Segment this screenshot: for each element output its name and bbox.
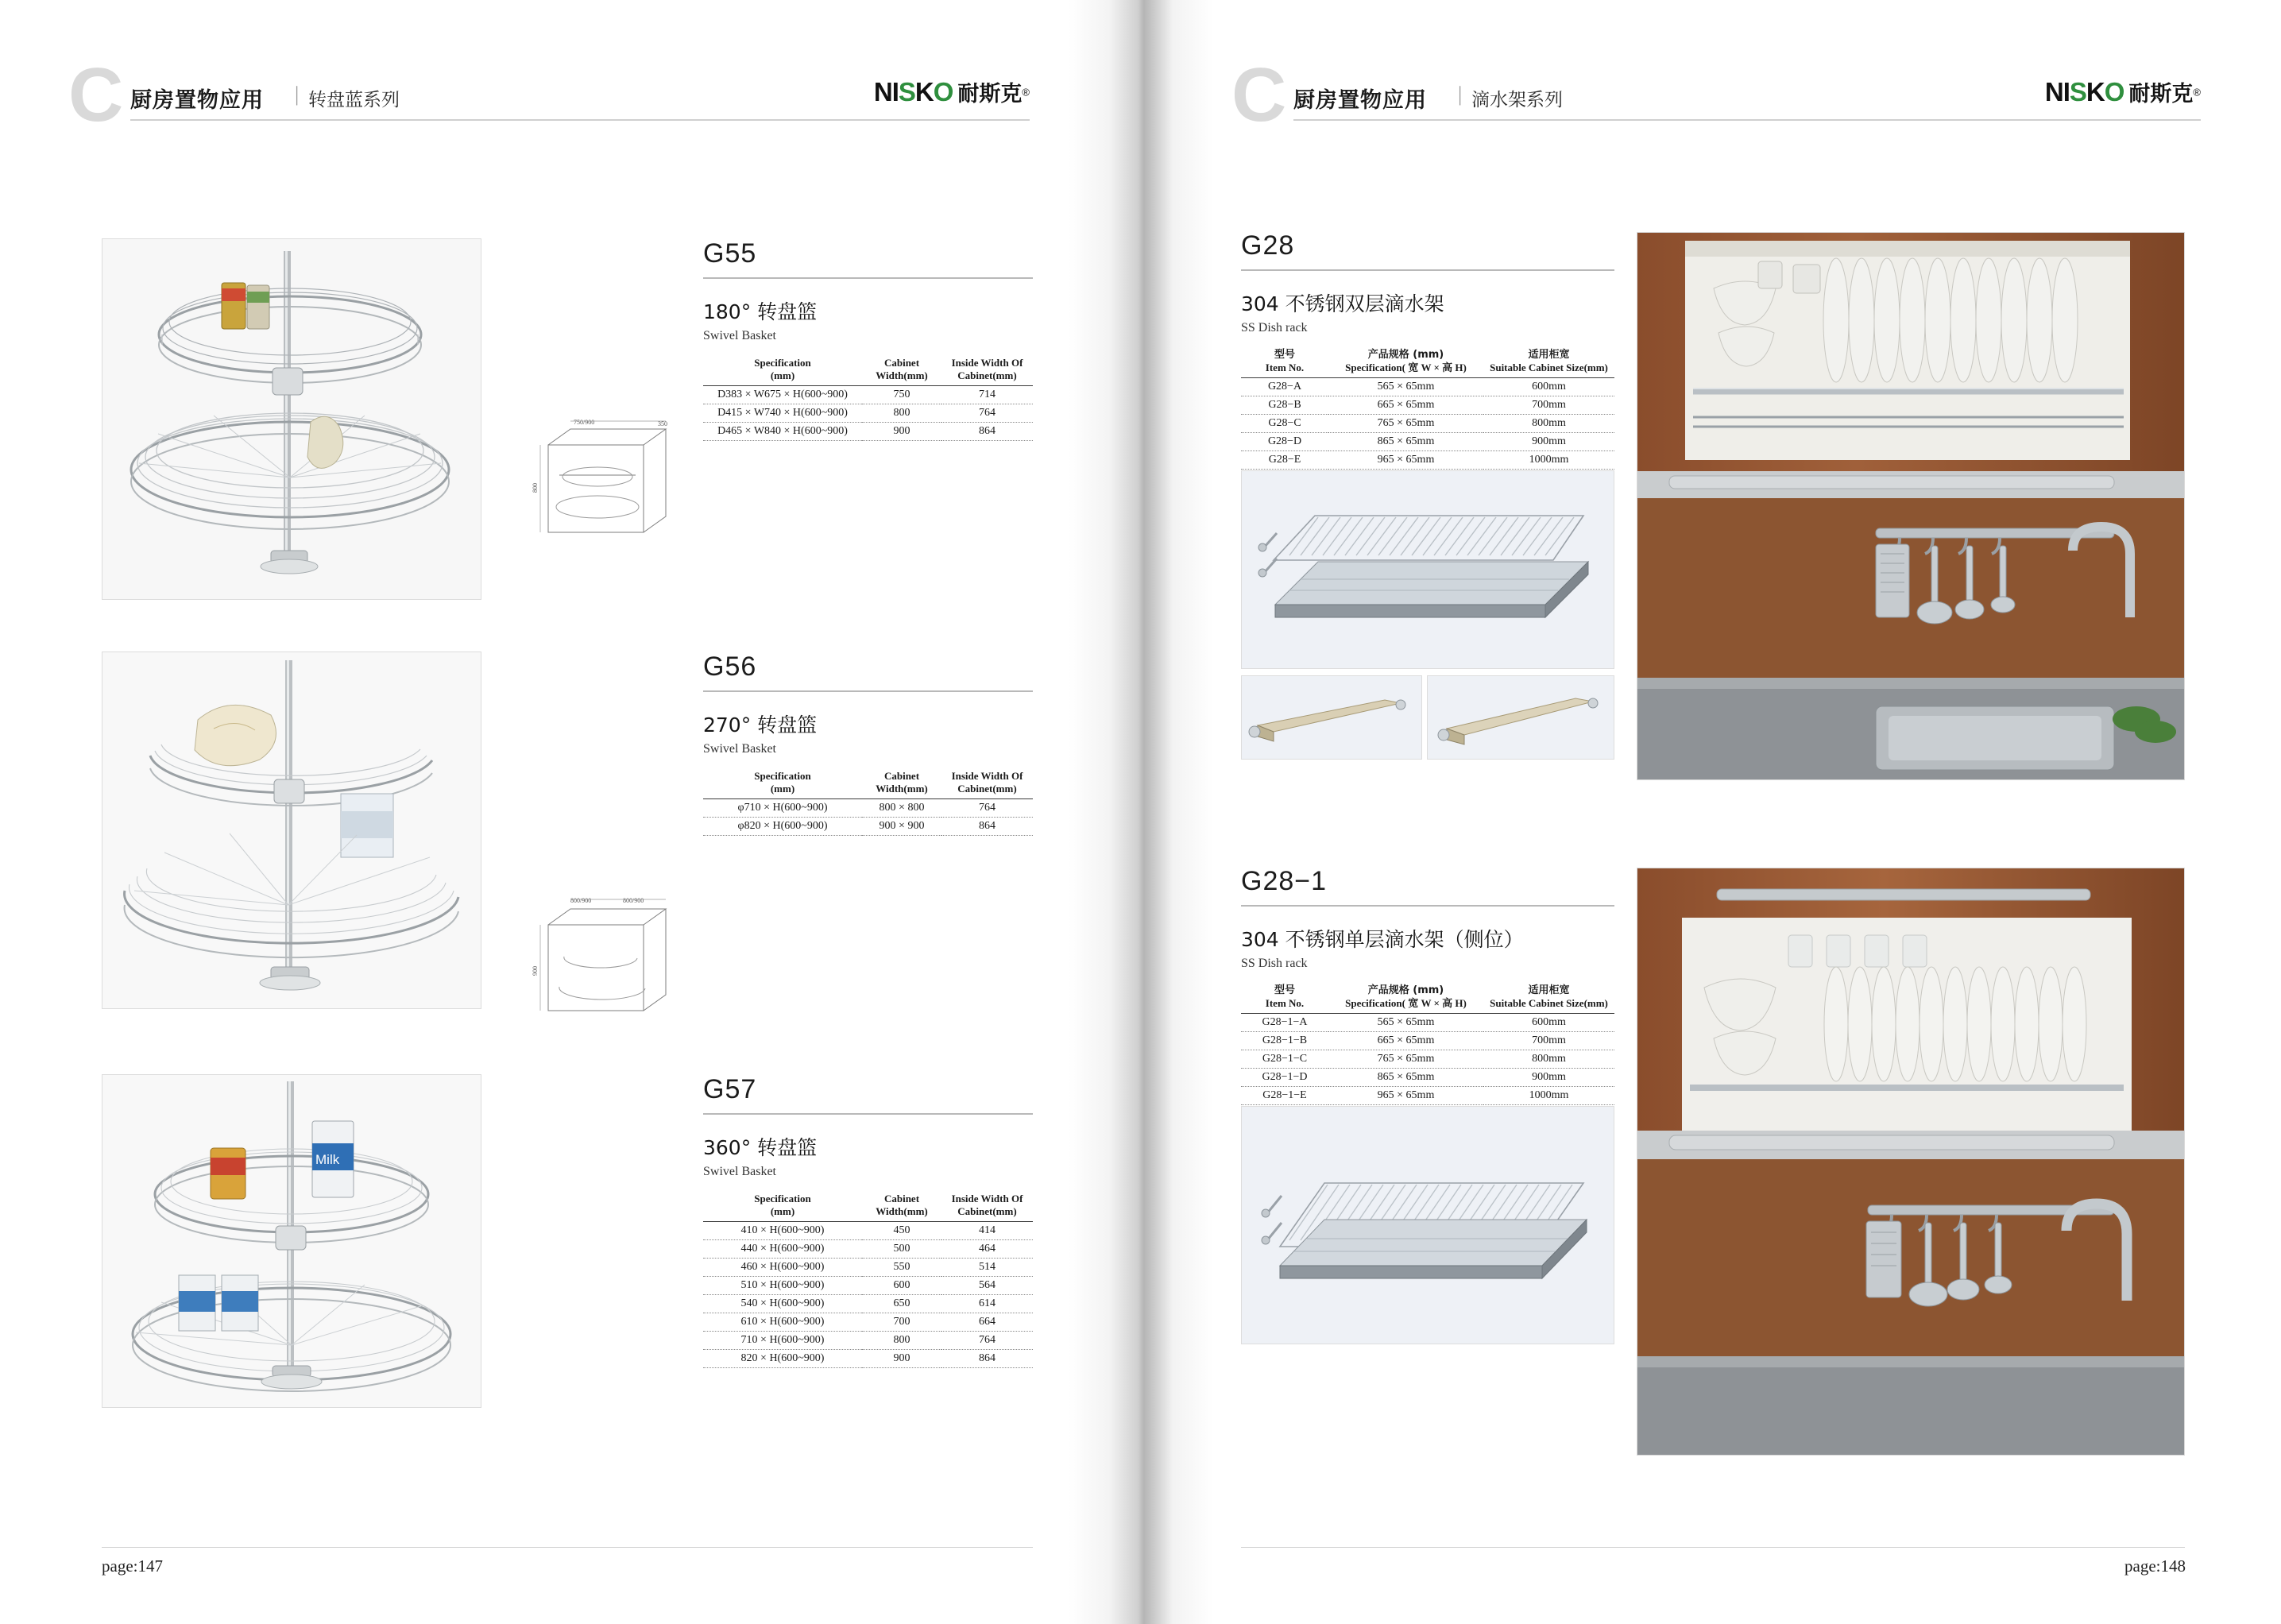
code-rule (1241, 269, 1614, 271)
spec-table-g56 (703, 768, 1033, 836)
svg-text:Milk: Milk (315, 1152, 340, 1167)
product-name-en: Swivel Basket (703, 742, 776, 756)
col-specification: 产品规格 (mm) Specification( 宽 W × 高 H) (1328, 982, 1483, 1013)
col-specification: Specification (mm) (703, 354, 862, 385)
series-title: 转盘蓝系列 (308, 90, 400, 110)
product-detail-g28-right (1427, 675, 1614, 760)
cell-cabinet-width: 800 × 800 (862, 798, 941, 817)
cell-inside-width: 564 (941, 1276, 1033, 1294)
product-name-cn: 180° 转盘篮 (703, 300, 818, 323)
cell-specification: 865 × 65mm (1328, 432, 1483, 450)
header-rule (130, 119, 1030, 121)
cell-specification: 765 × 65mm (1328, 1050, 1483, 1068)
cell-specification: 820 × H(600~900) (703, 1349, 862, 1367)
table-row (703, 385, 1033, 404)
cell-item-no: G28−D (1241, 432, 1328, 450)
cell-specification: φ710 × H(600~900) (703, 798, 862, 817)
product-block-g28 (1241, 230, 1614, 470)
category-title: 厨房置物应用 (1293, 88, 1427, 113)
table-row (1241, 414, 1614, 432)
product-name-en: Swivel Basket (703, 329, 776, 342)
cell-inside-width: 764 (941, 798, 1033, 817)
cell-inside-width: 714 (941, 385, 1033, 404)
cell-inside-width: 764 (941, 404, 1033, 422)
cell-inside-width: 514 (941, 1258, 1033, 1276)
code-rule (703, 1113, 1033, 1115)
cell-item-no: G28−B (1241, 396, 1328, 414)
cell-specification: D465 × W840 × H(600~900) (703, 422, 862, 440)
cell-inside-width: 864 (941, 1349, 1033, 1367)
col-specification: Specification (mm) (703, 768, 862, 798)
dimension-drawing-g55 (524, 413, 683, 564)
cell-specification: 965 × 65mm (1328, 1086, 1483, 1104)
page-number-left: page:147 (102, 1556, 163, 1576)
table-row (1241, 1068, 1614, 1086)
cell-inside-width: 414 (941, 1221, 1033, 1239)
kitchen-photo-g28-1 (1637, 868, 2185, 1456)
brand-name-cn: 耐斯克 (957, 82, 1023, 106)
product-name-cn: 360° 转盘篮 (703, 1136, 818, 1159)
cell-cabinet-width: 900 (862, 422, 941, 440)
cell-specification: D415 × W740 × H(600~900) (703, 404, 862, 422)
cell-cabinet-size: 800mm (1483, 1050, 1614, 1068)
table-row (1241, 450, 1614, 469)
header-separator: | (1458, 83, 1463, 106)
cell-specification: 510 × H(600~900) (703, 1276, 862, 1294)
cell-cabinet-width: 500 (862, 1239, 941, 1258)
table-row (703, 817, 1033, 835)
brand-mark: NISKO (873, 77, 953, 106)
cell-specification: 865 × 65mm (1328, 1068, 1483, 1086)
cell-cabinet-size: 700mm (1483, 1031, 1614, 1050)
table-row (1241, 377, 1614, 396)
code-rule (1241, 905, 1614, 907)
page-number-right: page:148 (2124, 1556, 2186, 1576)
product-code: G28 (1241, 230, 1295, 261)
brand-logo (2045, 76, 2201, 107)
footer-rule (102, 1547, 1033, 1548)
cell-cabinet-size: 600mm (1483, 1013, 1614, 1031)
right-page (1144, 0, 2281, 1624)
cell-inside-width: 614 (941, 1294, 1033, 1313)
table-row (703, 404, 1033, 422)
svg-text:800/900: 800/900 (570, 897, 592, 904)
cell-item-no: G28−1−D (1241, 1068, 1328, 1086)
table-row (703, 1276, 1033, 1294)
cell-item-no: G28−1−A (1241, 1013, 1328, 1031)
c-letter-mark: C (1231, 52, 1287, 137)
cell-specification: 565 × 65mm (1328, 377, 1483, 396)
cell-item-no: G28−1−B (1241, 1031, 1328, 1050)
col-specification: Specification (mm) (703, 1190, 862, 1221)
product-photo-g56 (102, 652, 481, 1009)
product-name-cn: 304 不锈钢双层滴水架 (1241, 292, 1444, 315)
product-block-g55 (703, 238, 1033, 441)
spec-table-g28 (1241, 346, 1614, 470)
left-page (0, 0, 1136, 1624)
col-cabinet-width: Cabinet Width(mm) (862, 1190, 941, 1221)
col-inside-width: Inside Width Of Cabinet(mm) (941, 1190, 1033, 1221)
code-rule (703, 277, 1033, 279)
cell-item-no: G28−A (1241, 377, 1328, 396)
rail-detail-illustration-2 (1428, 676, 1614, 760)
cell-cabinet-size: 1000mm (1483, 1086, 1614, 1104)
cell-specification: 665 × 65mm (1328, 396, 1483, 414)
table-header-row (703, 768, 1033, 798)
cell-specification: 610 × H(600~900) (703, 1313, 862, 1331)
cell-cabinet-width: 900 × 900 (862, 817, 941, 835)
dimension-drawing-g56 (524, 890, 683, 1041)
brand-registered-icon: ® (2193, 86, 2201, 99)
spec-table-g28-1 (1241, 982, 1614, 1105)
table-row (703, 1331, 1033, 1349)
table-header-row (1241, 346, 1614, 377)
cell-cabinet-size: 800mm (1483, 414, 1614, 432)
product-block-g56 (703, 652, 1033, 836)
cell-specification: 440 × H(600~900) (703, 1239, 862, 1258)
cell-cabinet-size: 900mm (1483, 1068, 1614, 1086)
table-row (1241, 432, 1614, 450)
spec-table-g57 (703, 1190, 1033, 1368)
table-row (703, 1239, 1033, 1258)
table-row (1241, 1086, 1614, 1104)
svg-text:750/900: 750/900 (574, 419, 595, 426)
svg-text:350: 350 (658, 420, 667, 427)
product-detail-g28-left (1241, 675, 1422, 760)
swivel-basket-180-illustration (102, 239, 481, 600)
brand-name-cn: 耐斯克 (2128, 82, 2194, 106)
code-rule (703, 690, 1033, 692)
cell-specification: 965 × 65mm (1328, 450, 1483, 469)
product-code: G55 (703, 238, 757, 269)
product-block-g28-1 (1241, 866, 1614, 1105)
product-name-en: SS Dish rack (1241, 321, 1308, 334)
cell-cabinet-size: 1000mm (1483, 450, 1614, 469)
cell-cabinet-width: 600 (862, 1276, 941, 1294)
category-title: 厨房置物应用 (130, 88, 264, 113)
cell-specification: D383 × W675 × H(600~900) (703, 385, 862, 404)
footer-rule (1241, 1547, 2185, 1548)
table-header-row (703, 1190, 1033, 1221)
cell-cabinet-size: 900mm (1483, 432, 1614, 450)
series-title: 滴水架系列 (1471, 90, 1563, 110)
table-row (703, 422, 1033, 440)
cell-specification: 665 × 65mm (1328, 1031, 1483, 1050)
table-header-row (703, 354, 1033, 385)
cell-cabinet-width: 700 (862, 1313, 941, 1331)
cell-inside-width: 764 (941, 1331, 1033, 1349)
cell-item-no: G28−E (1241, 450, 1328, 469)
product-photo-g55 (102, 238, 481, 600)
cell-specification: 710 × H(600~900) (703, 1331, 862, 1349)
kitchen-scene-double-rack (1637, 233, 2185, 780)
dish-rack-double-illustration (1242, 471, 1614, 669)
table-header-row (1241, 982, 1614, 1013)
cell-item-no: G28−1−C (1241, 1050, 1328, 1068)
col-specification: 产品规格 (mm) Specification( 宽 W × 高 H) (1328, 346, 1483, 377)
col-item-no: 型号 Item No. (1241, 982, 1328, 1013)
product-name-cn: 304 不锈钢单层滴水架（侧位） (1241, 928, 1524, 951)
cell-cabinet-width: 900 (862, 1349, 941, 1367)
right-page-header (1231, 52, 2201, 137)
col-inside-width: Inside Width Of Cabinet(mm) (941, 768, 1033, 798)
cell-cabinet-size: 700mm (1483, 396, 1614, 414)
svg-text:800/900: 800/900 (623, 897, 644, 904)
col-suitable-cabinet: 适用柜宽 Suitable Cabinet Size(mm) (1483, 346, 1614, 377)
cell-specification: φ820 × H(600~900) (703, 817, 862, 835)
product-code: G57 (703, 1074, 757, 1104)
table-row (1241, 396, 1614, 414)
product-render-g28 (1241, 470, 1614, 669)
brand-mark: NISKO (2044, 77, 2124, 106)
brand-registered-icon: ® (1022, 86, 1030, 99)
product-photo-g57 (102, 1074, 481, 1408)
product-name-en: Swivel Basket (703, 1165, 776, 1178)
product-code: G56 (703, 652, 757, 682)
col-cabinet-width: Cabinet Width(mm) (862, 354, 941, 385)
cell-inside-width: 864 (941, 422, 1033, 440)
rail-detail-illustration (1242, 676, 1422, 760)
kitchen-scene-single-rack (1637, 868, 2185, 1456)
table-row (1241, 1013, 1614, 1031)
col-item-no: 型号 Item No. (1241, 346, 1328, 377)
cell-cabinet-width: 550 (862, 1258, 941, 1276)
cell-specification: 565 × 65mm (1328, 1013, 1483, 1031)
col-inside-width: Inside Width Of Cabinet(mm) (941, 354, 1033, 385)
cell-item-no: G28−1−E (1241, 1086, 1328, 1104)
spec-table-g55 (703, 354, 1033, 441)
table-row (703, 1221, 1033, 1239)
cell-item-no: G28−C (1241, 414, 1328, 432)
product-name-en: SS Dish rack (1241, 957, 1308, 970)
cell-specification: 765 × 65mm (1328, 414, 1483, 432)
table-row (703, 1258, 1033, 1276)
table-row (1241, 1050, 1614, 1068)
cell-cabinet-width: 800 (862, 404, 941, 422)
cell-cabinet-width: 750 (862, 385, 941, 404)
swivel-basket-270-illustration (102, 652, 481, 1009)
table-row (703, 1294, 1033, 1313)
cell-specification: 460 × H(600~900) (703, 1258, 862, 1276)
cell-inside-width: 664 (941, 1313, 1033, 1331)
dish-rack-single-illustration (1242, 1107, 1614, 1344)
product-block-g57 (703, 1074, 1033, 1368)
cell-cabinet-width: 450 (862, 1221, 941, 1239)
swivel-basket-360-illustration (102, 1075, 481, 1408)
c-letter-mark: C (68, 52, 124, 137)
cell-specification: 540 × H(600~900) (703, 1294, 862, 1313)
table-row (703, 1349, 1033, 1367)
col-suitable-cabinet: 适用柜宽 Suitable Cabinet Size(mm) (1483, 982, 1614, 1013)
cell-inside-width: 864 (941, 817, 1033, 835)
table-row (1241, 1031, 1614, 1050)
header-rule (1293, 119, 2201, 121)
brand-logo (874, 76, 1030, 107)
cell-inside-width: 464 (941, 1239, 1033, 1258)
cell-cabinet-width: 800 (862, 1331, 941, 1349)
cell-specification: 410 × H(600~900) (703, 1221, 862, 1239)
svg-text:900: 900 (532, 966, 539, 976)
table-row (703, 1313, 1033, 1331)
product-code: G28−1 (1241, 866, 1328, 896)
product-render-g28-1 (1241, 1106, 1614, 1344)
kitchen-photo-g28 (1637, 232, 2185, 780)
cell-cabinet-size: 600mm (1483, 377, 1614, 396)
header-separator: | (295, 83, 300, 106)
product-name-cn: 270° 转盘篮 (703, 713, 818, 737)
svg-text:800: 800 (532, 483, 539, 493)
left-page-header (68, 52, 1030, 137)
col-cabinet-width: Cabinet Width(mm) (862, 768, 941, 798)
cell-cabinet-width: 650 (862, 1294, 941, 1313)
table-row (703, 798, 1033, 817)
